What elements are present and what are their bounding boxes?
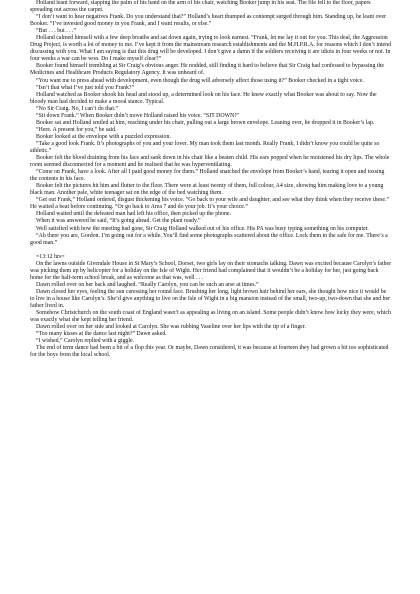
paragraph: Dawn rolled over on her side and looked at Carolyn. She was rubbing Vaseline over her lips with the tip of a finger. — [36, 324, 306, 331]
paragraph: Holland leant forward, slapping the palm of his hand on the arm of his chair, watching Booker jump in his seat. The file fell to the floor, papers spreading out across the carpet. — [30, 0, 371, 14]
paragraph: Booker looked at the envelope with a puzzled expression. — [36, 133, 171, 140]
paragraph: Booker sat and Holland smiled at him, reaching under his chair, pulling out a large brown envelope. Leaning over, he dropped it in Booker’s lap. — [36, 119, 375, 126]
section-two — [30, 261, 392, 360]
paragraph: Booker felt the blood draining from his face and sank down in his chair like a beaten child. His ears popped when he moistened his dry lips. The whole room seemed disconnected for a moment and he realised that he was hyperventilating. — [30, 155, 390, 169]
paragraph: Holland watched as Booker shook his head and stood up, a determined look on his face. He knew exactly what Booker was about to say. Now the bloody man had decided to make a moral stance. Typical. — [30, 91, 377, 105]
paragraph: “I wished,” Carolyn replied with a giggle. — [36, 338, 135, 345]
paragraph: “Get out Frank,” Holland ordered, disgust thickening his voice. “Go back to your wife and daughter, and see what they think when they receive these.” He waited a beat before continuing. “Or go back to Area 7 and do your job. It’s your choice.” — [30, 197, 390, 211]
paragraph: The end of term dance had been a bit of a flop this year. Or maybe, Dawn considered, it was because at fourteen they had grown a bit too sophisticated for the boys from the local school. — [30, 345, 389, 359]
scene-break-time: =13:12 hrs= — [36, 253, 65, 260]
paragraph: “Sit down Frank.” When Booker didn’t move Holland raised his voice. “SIT DOWN!” — [36, 112, 239, 119]
paragraph: Holland calmed himself with a few deep breaths and sat down again, trying to look earnest. “Frank, let me lay it out for you. This deal, the Aggression Drug Project, is worth a lot of money to me. I’ve kept it from the mainstream research establishments and the M.H.P.R.A. for reasons which I don’t intend discussing with you. What I am saying is that this drug will be developed. I don’t give a damn if the soldiers receiving it are idiots in four weeks or not. In four weeks a war can be won. Do I make myself clear?” — [30, 35, 391, 63]
paragraph: “Come on Frank, have a look. After all I paid good money for them.” Holland snatched the envelope from Booker’s hand, tearing it open and tossing the contents in his face. — [30, 169, 385, 183]
paragraph: “Ah there you are, Gordon. I’m going out for a while. You’ll find some photographs scattered about the office. Lock them in the safe for me. There’s a good man.” — [30, 232, 388, 246]
paragraph: When it was answered he said, “It’s going ahead. Get the plant ready.” — [36, 218, 201, 225]
paragraph: Holland waited until the defeated man had left his office, then picked up the phone. — [36, 211, 231, 218]
paragraph: Dawn rolled over on her back and laughed. “Really Carolyn, you can be such an arse at times.” — [36, 281, 259, 288]
paragraph: On the lawns outside Givendale House in St Mary’s School, Dorset, two girls lay on their stomachs talking. Dawn was excited because Carolyn’s father was picking them up by helicopter for a holiday on the Isle of Wight. Her friend had complained that it wouldn’t be a holiday for her, just going back home for the half-term school break, and as welcome as that was, well . . . — [30, 260, 392, 281]
paragraph: “Here. A present for you,” he said. — [36, 126, 117, 133]
paragraph: “You want me to press ahead with development, even though the drug will adversely affect those using it?” Booker checked in a tight voice. — [36, 77, 364, 84]
paragraph: “I don’t want to hear negatives Frank. Do you understand that?” Holland’s heart thumped as contempt surged through him. Standing up, he leant over Booker. “I’ve invested good money in you Frank, and I want results, or else.” — [30, 14, 387, 28]
paragraph: Dawn closed her eyes, feeling the sun caressing her round face. Brushing her long, light brown hair behind her ears, she thought how nice it would be to live in a house like Carolyn’s. She’d give anything to live on the Isle of Wight in a big mansion instead of the small, two-up, two-down that she and her father lived in. — [30, 288, 391, 310]
paragraph: Well satisfied with how the meeting had gone, Sir Craig Holland walked out of his office. His PA was busy typing something on his computer. — [36, 225, 369, 232]
paragraph: “Take a good look Frank. It’s photographs of you and your lover. My man took them last month. Really Frank, I didn’t know you could be quite so athletic.” — [30, 140, 380, 154]
paragraph: Booker found himself trembling at Sir Craig’s obvious anger. He nodded, still finding it hard to believe that Sir Craig had confessed to bypassing the Medicines and Healthcare Products Regulatory Agency. It was unheard of. — [30, 63, 384, 77]
paragraph: “Isn’t that what I’ve just told you Frank?” — [36, 84, 135, 91]
paragraph: “Too many kisses at the dance last night?” Dawn asked. — [36, 331, 167, 338]
paragraph: Booker felt the pictures hit him and flutter to the floor. There were at least twenty of them, full colour, A4 size, showing him making love to a young black man. Another pale, white teenager sat on the edge of the bed watching them. — [30, 183, 384, 197]
paragraph: “But . . . but . . .” — [36, 28, 77, 35]
blank-line — [30, 247, 392, 254]
section-one — [30, 0, 392, 247]
paragraph: Somehow Christchurch on the south coast of England wasn’t as appealing as living on an island. Some people didn’t know how lucky they were, which was exactly what she kept telling her friend. — [30, 310, 391, 324]
paragraph: “No Sir Craig. No, I can’t do that.” — [36, 105, 119, 112]
